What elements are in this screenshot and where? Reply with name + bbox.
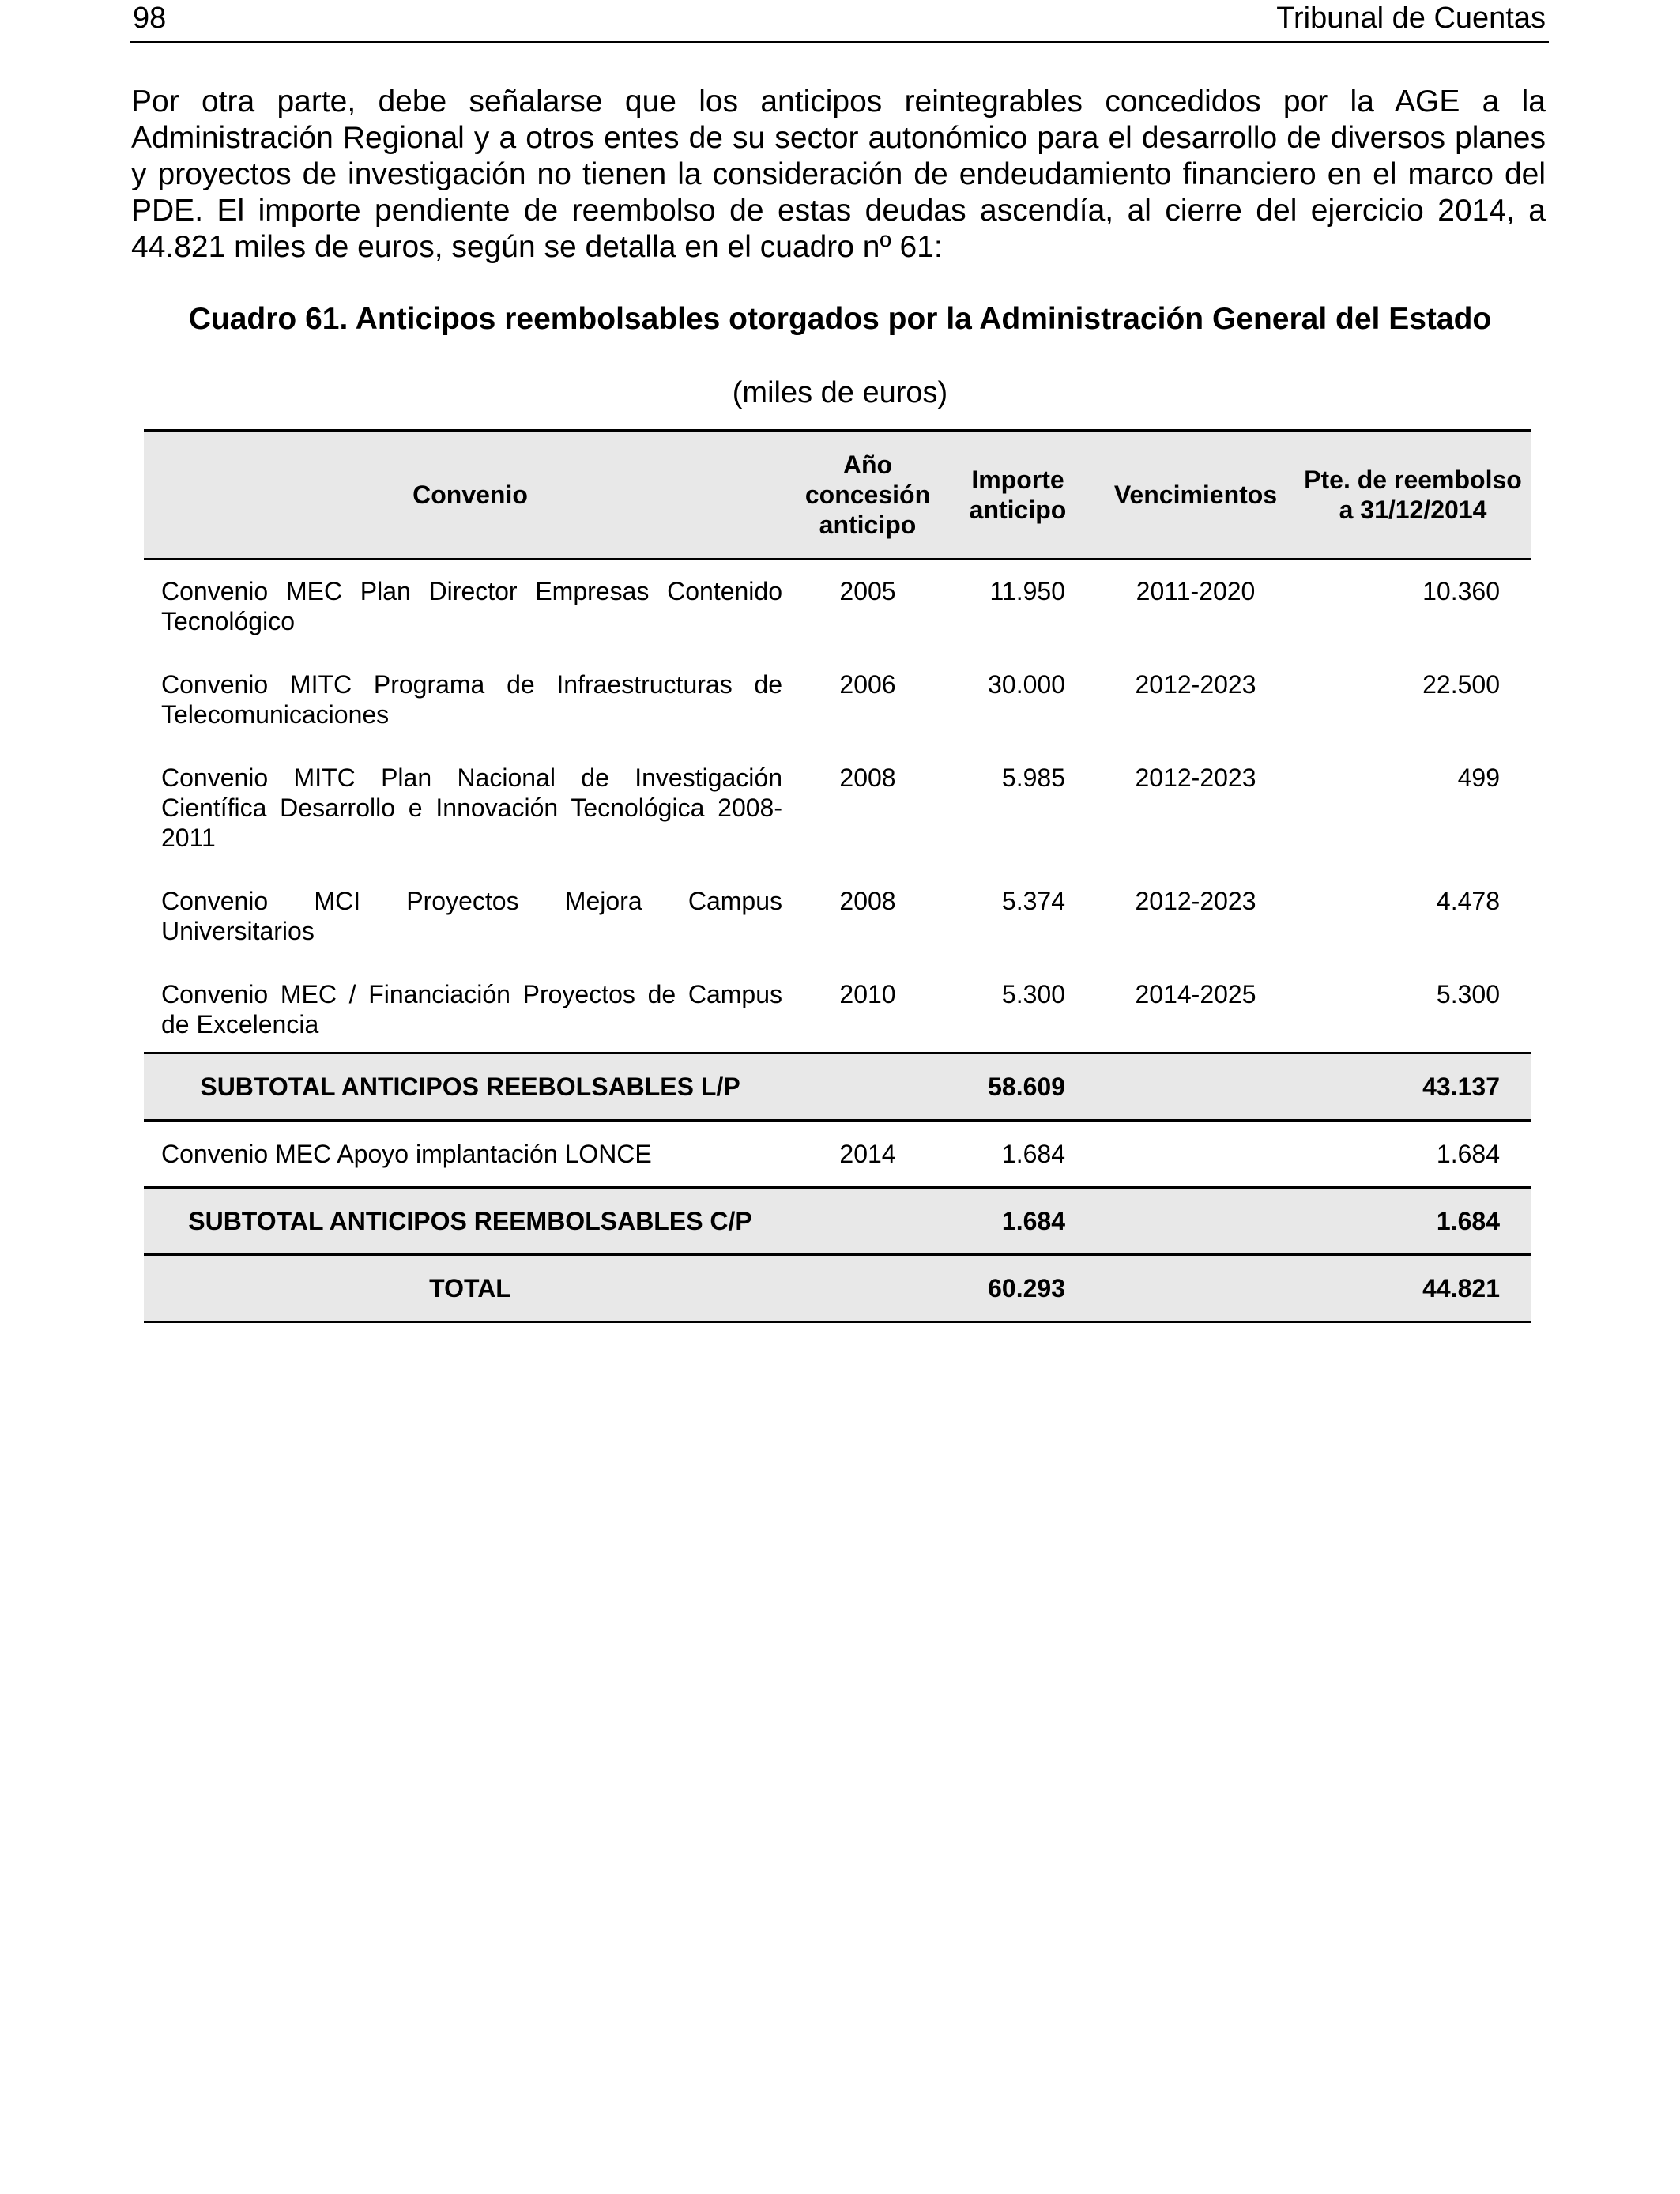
- cell-anio: 2005: [839, 577, 896, 605]
- cell-importe: 11.950: [989, 577, 1065, 605]
- anticipos-table: [144, 429, 1531, 1323]
- total-importe: 60.293: [939, 1255, 1097, 1322]
- table-row: [144, 886, 1531, 979]
- col-header-anio: Año concesión anticipo: [797, 431, 939, 560]
- col-header-convenio: Convenio: [144, 431, 797, 560]
- cell-anio: 2006: [839, 670, 896, 699]
- cell-pendiente: 22.500: [1422, 670, 1500, 699]
- cell-pendiente: 4.478: [1436, 887, 1500, 915]
- subtotal-lp-label: SUBTOTAL ANTICIPOS REEBOLSABLES L/P: [144, 1054, 797, 1121]
- table-units: (miles de euros): [732, 376, 948, 409]
- col-header-importe: Importe anticipo: [939, 431, 1097, 560]
- table-row: [144, 560, 1531, 670]
- cell-importe: 5.985: [1001, 763, 1065, 792]
- table-row: [144, 669, 1531, 763]
- cell-convenio: Convenio MITC Programa de Infraestructuras de Telecomunicaciones: [161, 670, 782, 729]
- cell-pendiente: 499: [1457, 763, 1500, 792]
- cell-vencimientos: 2011-2020: [1136, 577, 1256, 605]
- cell-convenio: Convenio MEC Plan Director Empresas Contenido Tecnológico: [161, 577, 782, 635]
- cell-vencimientos: 2012-2023: [1135, 887, 1256, 915]
- total-label: TOTAL: [144, 1255, 797, 1322]
- cell-convenio: Convenio MCI Proyectos Mejora Campus Universitarios: [161, 887, 782, 945]
- cell-importe: 30.000: [988, 670, 1065, 699]
- subtotal-cp-importe: 1.684: [939, 1188, 1097, 1255]
- table-title: Cuadro 61. Anticipos reembolsables otorgados por la Administración General del Estado: [188, 302, 1492, 336]
- cell-convenio: Convenio MEC / Financiación Proyectos de Campus de Excelencia: [161, 980, 782, 1039]
- cell-convenio: Convenio MITC Plan Nacional de Investigación Científica Desarrollo e Innovación Tecnológica 2008- 2011: [161, 763, 782, 852]
- page-header: [130, 0, 1549, 43]
- table-header-row: [144, 431, 1531, 560]
- header-organization: Tribunal de Cuentas: [1276, 2, 1546, 35]
- subtotal-cp-pendiente: 1.684: [1294, 1188, 1531, 1255]
- subtotal-lp-importe: 58.609: [939, 1054, 1097, 1121]
- cell-vencimientos: [1097, 1121, 1294, 1188]
- cell-pendiente: 1.684: [1436, 1140, 1500, 1168]
- table-row: [144, 979, 1531, 1054]
- table-row: [144, 1121, 1531, 1188]
- cell-vencimientos: 2012-2023: [1135, 763, 1256, 792]
- cell-anio: 2008: [839, 763, 896, 792]
- subtotal-cp-row: [144, 1188, 1531, 1255]
- cell-importe: 5.374: [1001, 887, 1065, 915]
- cell-anio: 2010: [839, 980, 896, 1008]
- table-row: [144, 763, 1531, 886]
- total-row: [144, 1255, 1531, 1322]
- cell-anio: 2008: [839, 887, 896, 915]
- cell-pendiente: 5.300: [1436, 980, 1500, 1008]
- cell-convenio: Convenio MEC Apoyo implantación LONCE: [161, 1140, 652, 1168]
- cell-anio: 2014: [839, 1140, 896, 1168]
- cell-vencimientos: 2014-2025: [1135, 980, 1256, 1008]
- page-number: 98: [133, 2, 167, 35]
- cell-vencimientos: 2012-2023: [1135, 670, 1256, 699]
- subtotal-lp-pendiente: 43.137: [1294, 1054, 1531, 1121]
- total-pendiente: 44.821: [1294, 1255, 1531, 1322]
- col-header-pendiente: Pte. de reembolso a 31/12/2014: [1294, 431, 1531, 560]
- intro-paragraph: Por otra parte, debe señalarse que los anticipos reintegrables concedidos por la AGE a la Administración Regional y a otros entes de su sector autonómico para el desarrollo de diversos planes y proyectos de investigación no tienen la consideración de endeudamiento financiero en el marco del PDE. El importe pendiente de reembolso de estas deudas ascendía, al cierre del ejercicio 2014, a 44.821 miles de euros, según se detalla en el cuadro nº 61:: [131, 85, 1546, 264]
- cell-importe: 5.300: [1001, 980, 1065, 1008]
- subtotal-cp-label: SUBTOTAL ANTICIPOS REEMBOLSABLES C/P: [144, 1188, 797, 1255]
- subtotal-lp-row: [144, 1054, 1531, 1121]
- cell-pendiente: 10.360: [1422, 577, 1500, 605]
- cell-importe: 1.684: [1001, 1140, 1065, 1168]
- col-header-vencimientos: Vencimientos: [1097, 431, 1294, 560]
